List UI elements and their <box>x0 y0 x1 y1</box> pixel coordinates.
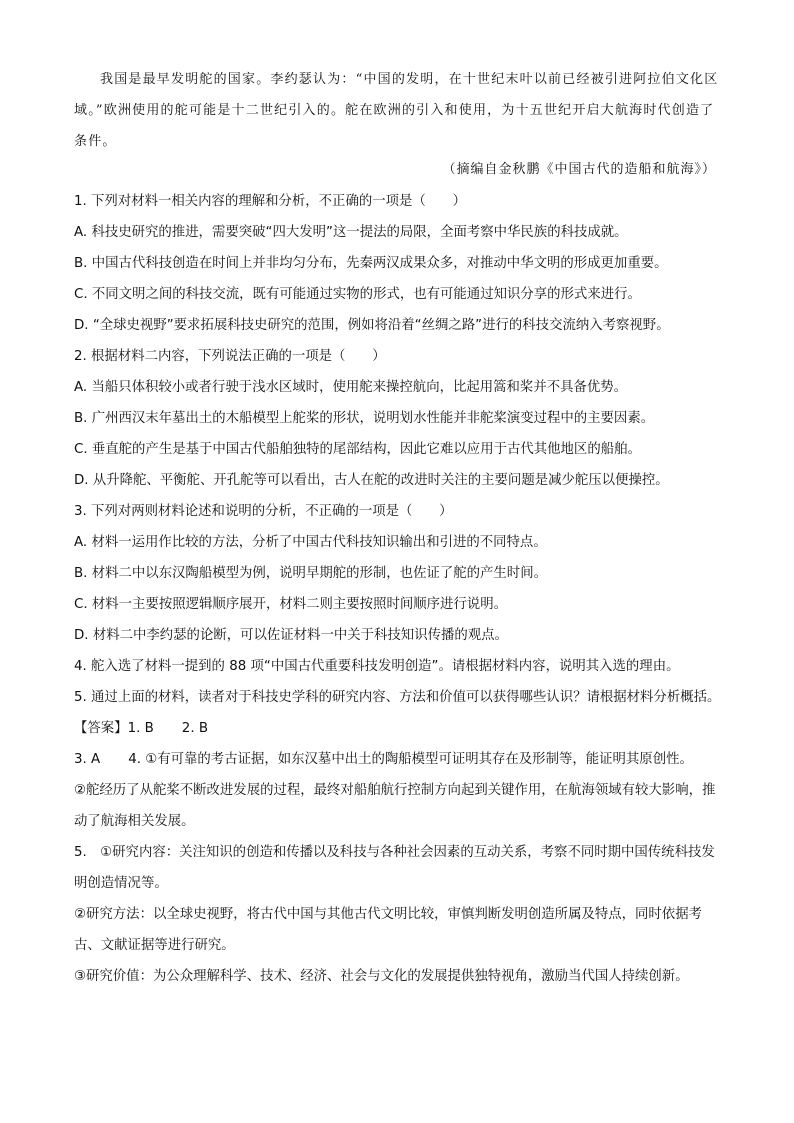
questions-and-answers <box>74 186 724 992</box>
question-stem: 4. 舵入选了材料一提到的 88 项“中国古代重要科技发明创造”。请根据材料内容，说明其入选的理由。 <box>74 659 680 674</box>
question-option: B. 广州西汉末年墓出土的木船模型上舵桨的形状，说明划水性能并非舵桨演变过程中的主要因素。 <box>74 411 655 426</box>
question-option: A. 材料一运用作比较的方法，分析了中国古代科技知识输出和引进的不同特点。 <box>74 535 547 550</box>
question-option: D. 从升降舵、平衡舵、开孔舵等可以看出，古人在舵的改进时关注的主要问题是减少舵压以便操控。 <box>74 473 669 488</box>
question-option: D. 材料二中李约瑟的论断，可以佐证材料一中关于科技知识传播的观点。 <box>74 628 508 643</box>
question-option: A. 科技史研究的推进，需要突破“四大发明”这一提法的局限，全面考察中华民族的科技成就。 <box>74 225 628 240</box>
answer-4-point-2: ②舵经历了从舵桨不断改进发展的过程，最终对船舶航行控制方向起到关键作用，在航海领域有较大影响，推动了航海相关发展。 <box>74 783 716 829</box>
question-option: B. 中国古代科技创造在时间上并非均匀分布，先秦两汉成果众多，对推动中华文明的形成更加重要。 <box>74 256 668 271</box>
answer-4-lead: 4. ①有可靠的考古证据，如东汉墓中出土的陶船模型可证明其存在及形制等，能证明其原创性。 <box>128 752 693 767</box>
question-stem: 2. 根据材料二内容，下列说法正确的一项是（ ） <box>74 349 386 364</box>
answer-5-point-2: ②研究方法：以全球史视野，将古代中国与其他古代文明比较，审慎判断发明创造所属及特点，同时依据考古、文献证据等进行研究。 <box>74 907 702 953</box>
question-option: C. 不同文明之间的科技交流，既有可能通过实物的形式，也有可能通过知识分享的形式来进行。 <box>74 287 641 302</box>
passage-line: 域。”欧洲使用的舵可能是十二世纪引入的。舵在欧洲的引入和使用，为十五世纪开启大航海时代创造了 <box>74 103 715 118</box>
question-option: D. “全球史视野”要求拓展科技史研究的范围，例如将沿着“丝绸之路”进行的科技交流纳入考察视野。 <box>74 318 670 333</box>
answer-5-point-1: 5. ①研究内容：关注知识的创造和传播以及科技与各种社会因素的互动关系，考察不同时期中国传统科技发明创造情况等。 <box>74 845 715 891</box>
question-option: B. 材料二中以东汉陶船模型为例，说明早期舵的形制，也佐证了舵的产生时间。 <box>74 566 547 581</box>
passage-line: 条件。 <box>74 134 117 149</box>
question-option: C. 材料一主要按照逻辑顺序展开，材料二则主要按照时间顺序进行说明。 <box>74 597 507 612</box>
answer-tag: 【答案】 <box>74 721 128 736</box>
question-stem: 5. 通过上面的材料，读者对于科技史学科的研究内容、方法和价值可以获得哪些认识？请根据材料分析概括。 <box>74 690 721 705</box>
question-stem: 1. 下列对材料一相关内容的理解和分析，不正确的一项是（ ） <box>74 194 466 209</box>
passage-source: （摘编自金秋鹏《中国古代的造船和航海》） <box>442 162 716 177</box>
question-stem: 3. 下列对两则材料论述和说明的分析，不正确的一项是（ ） <box>74 504 453 519</box>
answer-line <box>74 713 724 744</box>
question-option: C. 垂直舵的产生是基于中国古代船舶独特的尾部结构，因此它难以应用于古代其他地区的船舶。 <box>74 442 641 457</box>
answer-2: 2. B <box>181 721 209 736</box>
answer-5-point-3: ③研究价值：为公众理解科学、技术、经济、社会与文化的发展提供独特视角，激励当代国人持续创新。 <box>74 969 689 984</box>
question-option: A. 当船只体积较小或者行驶于浅水区域时，使用舵来操控航向，比起用篙和桨并不具备优势。 <box>74 380 628 395</box>
answer-line <box>74 744 724 775</box>
answer-3: 3. A <box>74 752 101 767</box>
passage-excerpt <box>74 64 722 157</box>
passage-line: 我国是最早发明舵的国家。李约瑟认为：“中国的发明，在十世纪末叶以前已经被引进阿拉伯文化区 <box>100 72 719 87</box>
answer-1: 1. B <box>127 721 154 736</box>
